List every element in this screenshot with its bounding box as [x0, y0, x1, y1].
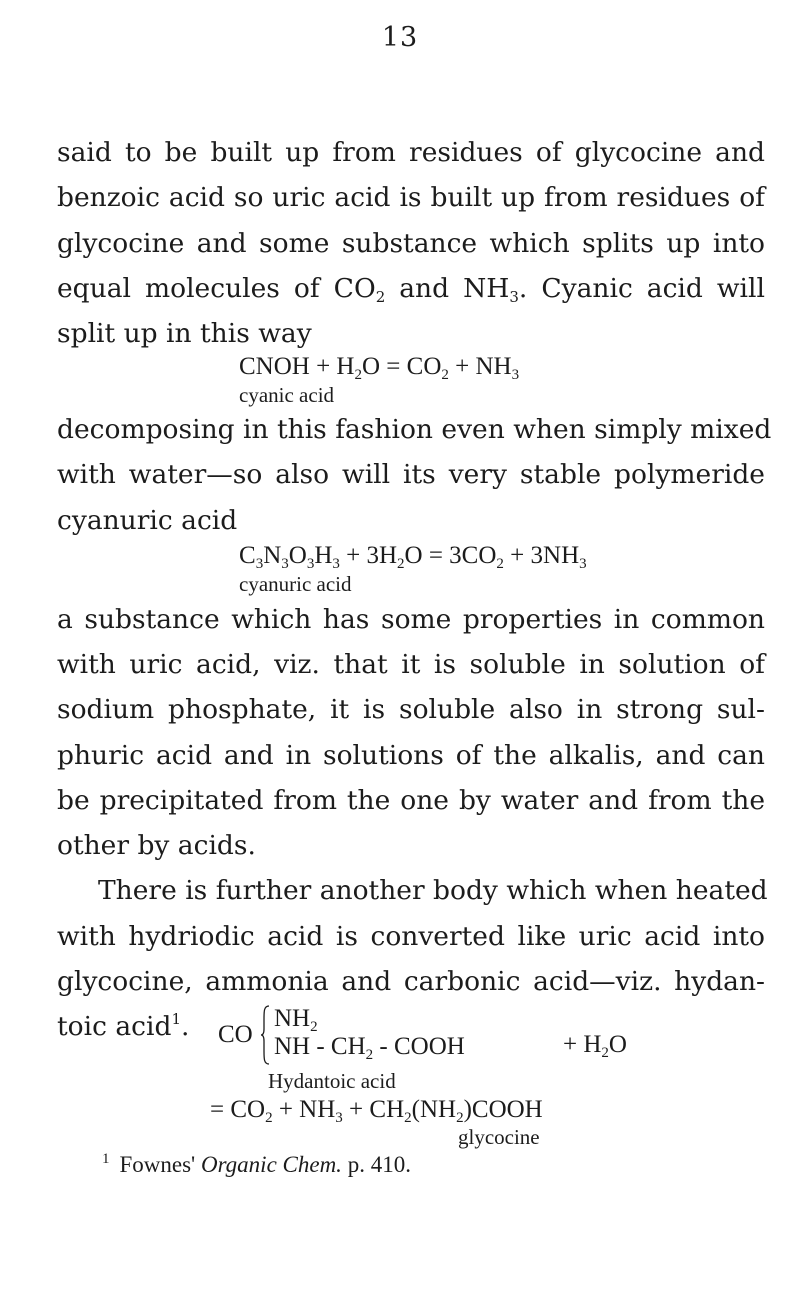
text-line: a substance which has some properties in common	[57, 604, 765, 635]
text-line: glycocine, ammonia and carbonic acid—viz. hydan-	[57, 966, 765, 997]
text-line: with hydriodic acid is converted like uric acid into	[57, 921, 765, 952]
footnote: $^1$ Fownes' Organic Chem. p. 410.	[102, 1151, 411, 1177]
footnote-reference: 1	[171, 1010, 181, 1028]
text-line: be precipitated from the one by water and from the	[57, 785, 765, 816]
formula-top: $NH_2$	[274, 1005, 318, 1035]
text-line: sodium phosphate, it is soluble also in strong sul-	[57, 694, 765, 725]
equation-products: = $CO_2 + NH_3$ + $CH_2(NH_2)COOH$	[210, 1096, 543, 1126]
text-line: other by acids.	[57, 830, 256, 861]
text-line: There is further another body which when heated	[98, 875, 768, 906]
text-line: toic acid$^1$.	[57, 1010, 190, 1042]
label-hydantoic-acid: Hydantoic acid	[268, 1069, 396, 1093]
label-cyanuric-acid: cyanuric acid	[239, 572, 352, 596]
footnote-title: Organic Chem.	[200, 1152, 342, 1177]
text-line: split up in this way	[57, 318, 312, 349]
text-line: with water—so also will its very stable polymeride	[57, 459, 765, 490]
text-line: cyanuric acid	[57, 505, 238, 536]
text-line: said to be built up from residues of glycocine and	[57, 137, 765, 168]
label-glycocine: glycocine	[458, 1125, 540, 1149]
formula-water: + $H_2O$	[563, 1031, 627, 1061]
formula-bottom: NH - $CH_2$ - COOH	[274, 1033, 465, 1063]
equation-hydantoic-acid	[218, 1003, 648, 1069]
footnote-mark: 1	[102, 1151, 110, 1167]
equation-cyanic-acid: CNOH + $H_2O = CO_2 + NH_3$	[239, 353, 520, 383]
text-line: phuric acid and in solutions of the alkalis, and can	[57, 740, 765, 771]
text-line: equal molecules of $CO_2$ and $NH_3$. Cyanic acid will	[57, 273, 765, 306]
text-line: benzoic acid so uric acid is built up from residues of	[57, 182, 765, 213]
text-line: with uric acid, viz. that it is soluble in solution of	[57, 649, 765, 680]
page-number: 13	[381, 22, 419, 53]
text-line: decomposing in this fashion even when simply mixed	[57, 414, 772, 445]
label-cyanic-acid: cyanic acid	[239, 383, 335, 407]
left-brace-icon	[260, 1005, 270, 1065]
formula-co: CO	[218, 1021, 253, 1048]
equation-cyanuric-acid: $C_3N_3O_3H_3 + 3H_2O = 3CO_2 + 3NH_3$	[239, 542, 587, 572]
text-line: glycocine and some substance which splits up into	[57, 228, 765, 259]
